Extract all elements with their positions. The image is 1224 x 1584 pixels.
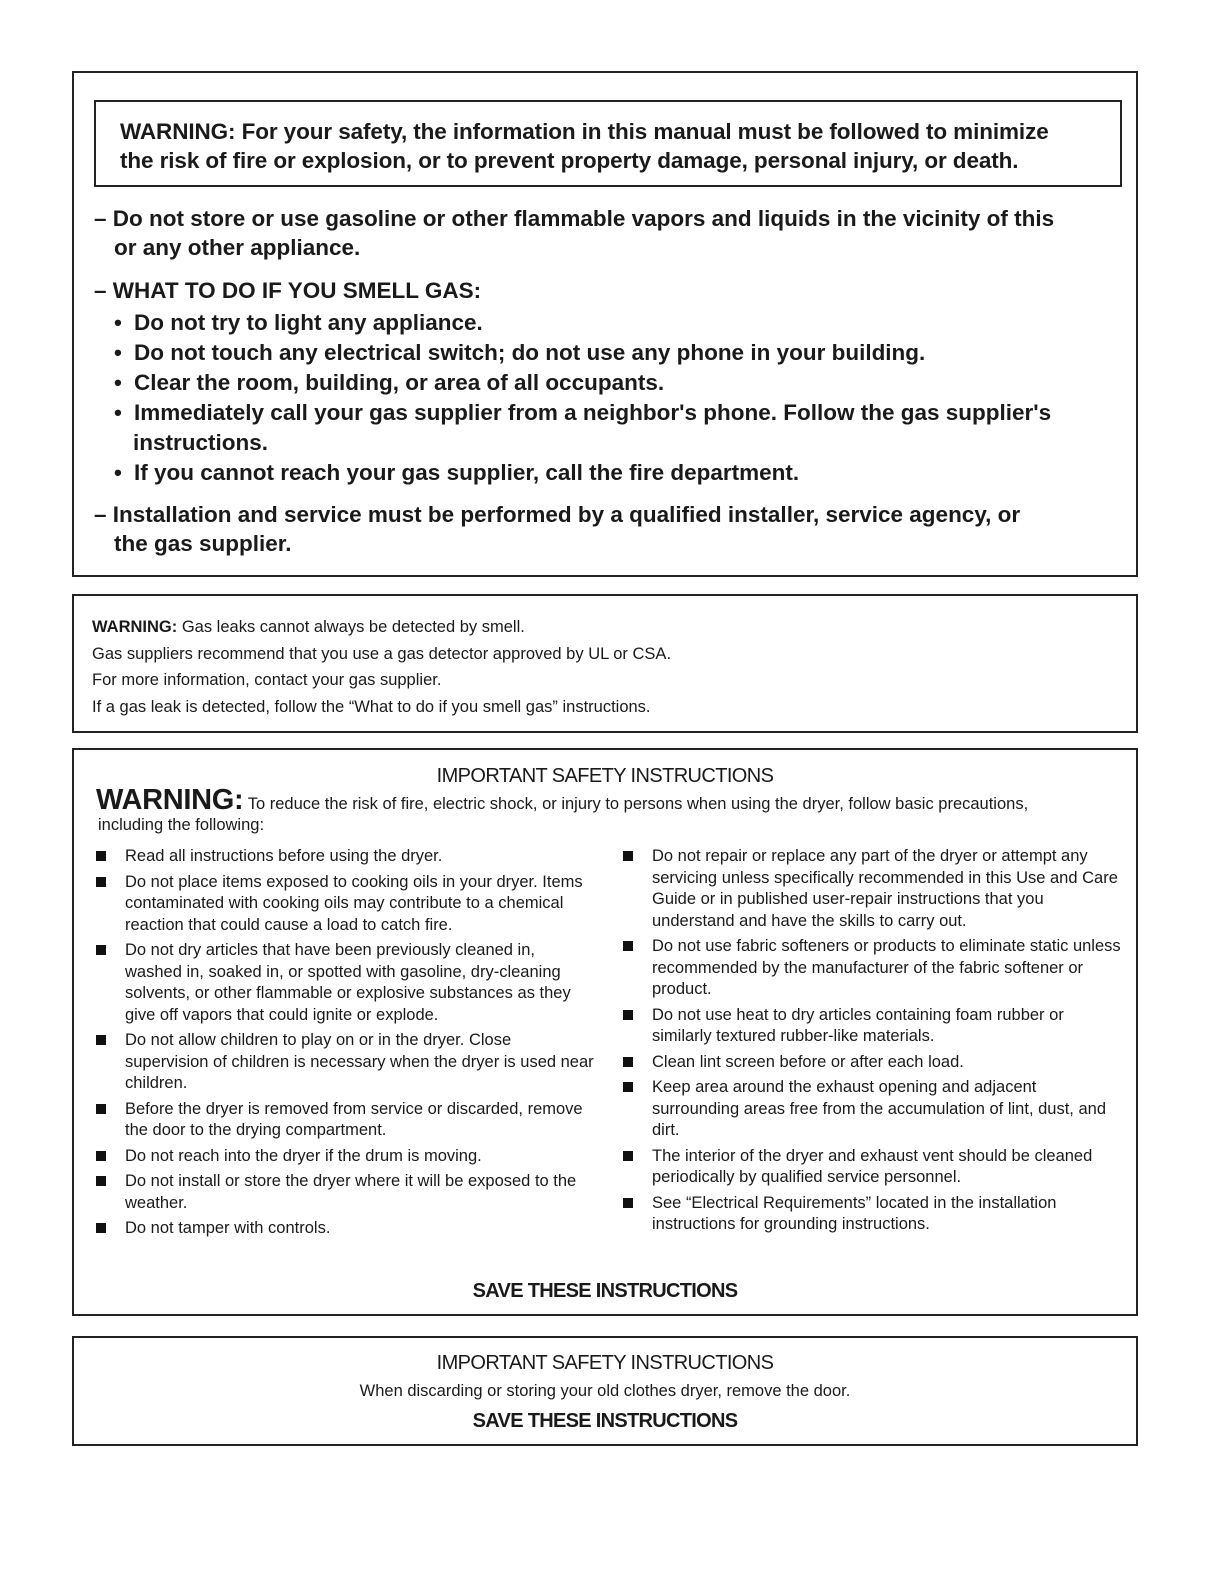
instruction-item — [96, 940, 596, 1026]
instruction-text: Do not tamper with controls. — [125, 1219, 331, 1237]
instruction-text: Keep area around the exhaust opening and adjacent surrounding areas free from the accumulation of lint, dust, and dirt. — [652, 1078, 1106, 1139]
square-bullet-icon — [96, 1104, 106, 1114]
instruction-item — [623, 1052, 1123, 1074]
bullet-icon: • — [114, 400, 122, 425]
square-bullet-icon — [96, 1223, 106, 1233]
square-bullet-icon — [623, 1082, 633, 1092]
discard-title: IMPORTANT SAFETY INSTRUCTIONS — [436, 1352, 774, 1374]
instruction-text: Do not install or store the dryer where it will be exposed to the weather. — [125, 1172, 577, 1212]
instruction-text: Do not use fabric softeners or products to eliminate static unless recommended by the manufacturer of the fabric softener or product. — [652, 937, 1121, 998]
square-bullet-icon — [623, 1057, 633, 1067]
gas-step: • Do not touch any electrical switch; do not use any phone in your building. — [94, 338, 1051, 368]
instruction-item — [96, 1146, 596, 1168]
instruction-text: Do not allow children to play on or in the dryer. Close supervision of children is necessary when the dryer is used near children. — [125, 1031, 594, 1092]
left-instructions — [96, 846, 596, 1244]
square-bullet-icon — [623, 1151, 633, 1161]
instruction-text: See “Electrical Requirements” located in the installation instructions for grounding instructions. — [652, 1193, 1057, 1233]
leak-detected-line: If a gas leak is detected, follow the “What to do if you smell gas” instructions. — [92, 697, 651, 716]
right-instructions — [623, 846, 1123, 1240]
instruction-item — [623, 1077, 1123, 1142]
save-instructions: SAVE THESE INSTRUCTIONS — [472, 1280, 738, 1302]
instruction-text: Do not reach into the dryer if the drum is moving. — [125, 1146, 482, 1165]
warning-line-2: the risk of fire or explosion, or to prevent property damage, personal injury, or death. — [120, 148, 1019, 173]
square-bullet-icon — [96, 1176, 106, 1186]
installation-line-1: – Installation and service must be performed by a qualified installer, service agency, or — [94, 502, 1021, 527]
bullet-icon: • — [114, 340, 122, 365]
contact-line: For more information, contact your gas supplier. — [92, 671, 442, 689]
warning-line-1: WARNING: For your safety, the information in this manual must be followed to minimize — [120, 119, 1049, 144]
square-bullet-icon — [96, 1151, 106, 1161]
gas-step: • Immediately call your gas supplier from a neighbor's phone. Follow the gas supplier's — [94, 398, 1051, 428]
square-bullet-icon — [96, 877, 106, 887]
instruction-item — [96, 1099, 596, 1142]
bullet-icon: • — [114, 370, 122, 395]
instruction-item — [96, 872, 596, 937]
installation-line-2: the gas supplier. — [114, 531, 292, 556]
square-bullet-icon — [623, 1198, 633, 1208]
gas-detector-box — [72, 594, 1138, 733]
smell-gas-title: – WHAT TO DO IF YOU SMELL GAS: — [94, 278, 482, 303]
instruction-item — [96, 1171, 596, 1214]
warning-heading: WARNING: To reduce the risk of fire, electric shock, or injury to persons when using the dryer, follow basic precautions, — [96, 784, 1029, 816]
instruction-text: The interior of the dryer and exhaust vent should be cleaned periodically by qualified service personnel. — [652, 1146, 1093, 1186]
leak-line: WARNING: Gas leaks cannot always be detected by smell. — [92, 618, 525, 636]
smell-gas-steps — [94, 308, 1051, 488]
square-bullet-icon — [96, 1035, 106, 1045]
instruction-item — [96, 846, 596, 868]
square-bullet-icon — [96, 945, 106, 955]
instruction-item — [96, 1030, 596, 1095]
square-bullet-icon — [623, 1010, 633, 1020]
instruction-text: Before the dryer is removed from service or discarded, remove the door to the drying compartment. — [125, 1099, 583, 1139]
instruction-item — [623, 846, 1123, 932]
instruction-item — [623, 936, 1123, 1001]
no-gasoline-line-2: or any other appliance. — [114, 235, 361, 260]
installation-item — [94, 500, 1020, 558]
instruction-text: Clean lint screen before or after each load. — [652, 1052, 964, 1071]
square-bullet-icon — [96, 851, 106, 861]
square-bullet-icon — [623, 941, 633, 951]
detector-line: Gas suppliers recommend that you use a gas detector approved by UL or CSA. — [92, 644, 672, 663]
gas-step: • If you cannot reach your gas supplier, call the fire department. — [94, 458, 1051, 488]
discard-text: When discarding or storing your old clothes dryer, remove the door. — [359, 1382, 851, 1400]
instruction-text: Do not use heat to dry articles containing foam rubber or similarly textured rubber-like materials. — [652, 1005, 1064, 1045]
smell-gas-section — [94, 276, 481, 305]
gas-step: • Clear the room, building, or area of all occupants. — [94, 368, 1051, 398]
safety-title: IMPORTANT SAFETY INSTRUCTIONS — [436, 765, 774, 787]
gas-detector-text — [92, 614, 671, 720]
gas-step-cont: instructions. — [133, 430, 269, 455]
instruction-item — [623, 1146, 1123, 1189]
instruction-text: Do not repair or replace any part of the dryer or attempt any servicing unless specifically recommended in this Use and Care Guide or in published user-repair instructions that you understand and have the skills to carry out. — [652, 847, 1118, 930]
safety-warning-banner — [94, 100, 1122, 187]
discard-box — [72, 1336, 1138, 1446]
discard-save: SAVE THESE INSTRUCTIONS — [472, 1410, 738, 1432]
square-bullet-icon — [623, 851, 633, 861]
important-safety-box — [72, 748, 1138, 1316]
instruction-item — [96, 1218, 596, 1240]
gas-step: • Do not try to light any appliance. — [94, 308, 1051, 338]
instruction-text: Read all instructions before using the dryer. — [125, 847, 443, 865]
instruction-item — [623, 1005, 1123, 1048]
instruction-text: Do not dry articles that have been previously cleaned in, washed in, soaked in, or spotted with gasoline, dry-cleaning solvents, or other flammable or explosive substances as they give off vapors that could ignite or explode. — [125, 941, 571, 1024]
instruction-item — [623, 1193, 1123, 1236]
warning-continuation: including the following: — [98, 816, 265, 834]
instruction-text: Do not place items exposed to cooking oils in your dryer. Items contaminated with cooking oils may contribute to a chemical reaction that could cause a load to catch fire. — [125, 872, 583, 934]
bullet-icon: • — [114, 310, 122, 335]
bullet-icon: • — [114, 460, 122, 485]
no-gasoline-line-1: – Do not store or use gasoline or other flammable vapors and liquids in the vicinity of this — [94, 206, 1055, 231]
no-gasoline-item — [94, 204, 1054, 262]
gas-warning-box — [72, 71, 1138, 577]
